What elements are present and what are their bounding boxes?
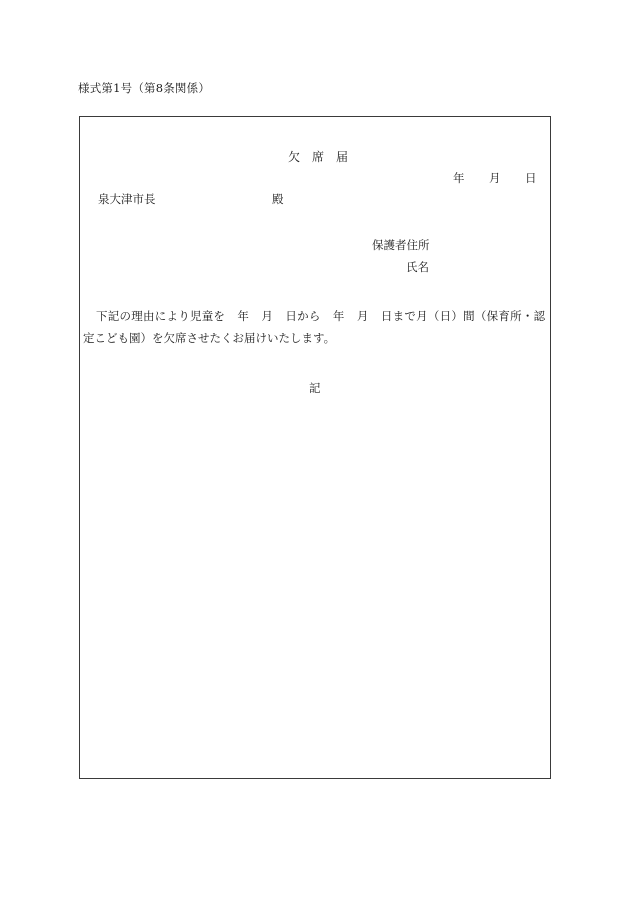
body-segment-2: 日から (285, 309, 321, 323)
form-frame (79, 116, 551, 779)
body-month-1: 月 (261, 309, 274, 323)
body-month-2: 月 (356, 309, 369, 323)
date-day-label: 日 (525, 171, 537, 185)
date-month-label: 月 (489, 171, 501, 185)
body-segment-3: 日まで月（日）間（保育所・認定こども園）を欠席させたくお届けいたします。 (83, 309, 546, 345)
honorific: 殿 (272, 192, 284, 206)
ki-heading: 記 (309, 381, 321, 395)
guardian-address-label: 保護者住所 (372, 238, 430, 252)
date-year-label: 年 (453, 171, 465, 185)
body-segment-1: 下記の理由により児童を (96, 309, 226, 323)
addressee: 泉大津市長 (98, 192, 156, 206)
guardian-name-label: 氏名 (406, 260, 429, 274)
body-year-1: 年 (237, 309, 250, 323)
body-year-2: 年 (332, 309, 345, 323)
document-title: 欠席届 (288, 150, 361, 164)
form-number-label: 様式第1号（第8条関係） (78, 81, 211, 95)
body-paragraph (83, 305, 545, 349)
